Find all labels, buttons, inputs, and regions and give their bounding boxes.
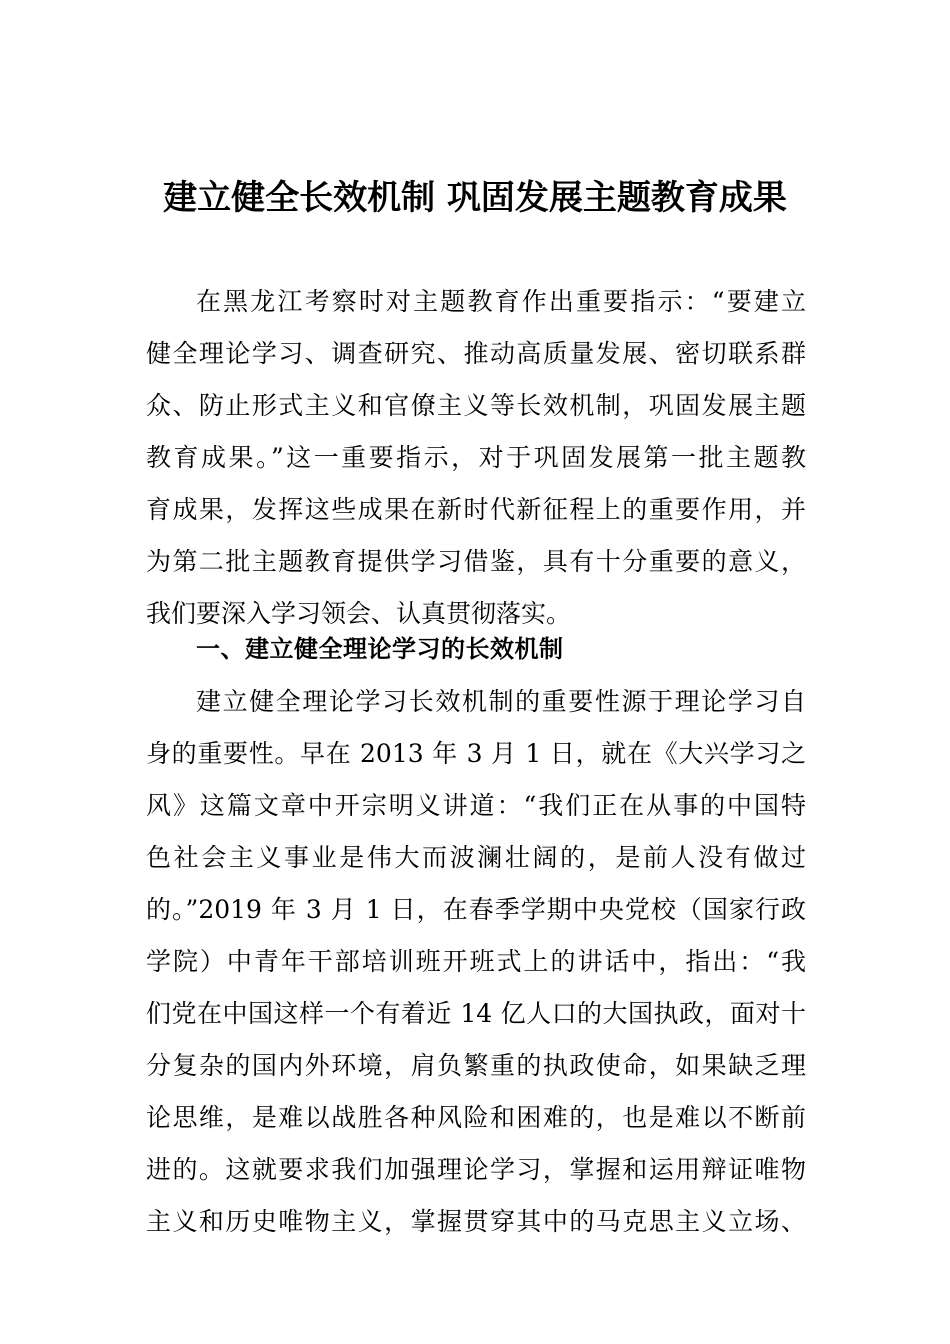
- paragraph-line: 教育成果。”这一重要指示，对于巩固发展第一批主题教: [146, 443, 806, 472]
- paragraph-line: 我们要深入学习领会、认真贯彻落实。: [146, 599, 572, 628]
- paragraph-line: 在黑龙江考察时对主题教育作出重要指示：“要建立: [196, 287, 806, 316]
- paragraph-line: 论思维，是难以战胜各种风险和困难的，也是难以不断前: [146, 1103, 806, 1132]
- document-title: 建立健全长效机制 巩固发展主题教育成果: [163, 178, 787, 218]
- paragraph-line: 健全理论学习、调查研究、推动高质量发展、密切联系群: [146, 339, 806, 368]
- paragraph-line: 学院）中青年干部培训班开班式上的讲话中，指出：“我: [146, 947, 806, 976]
- paragraph-line: 育成果，发挥这些成果在新时代新征程上的重要作用，并: [146, 495, 806, 524]
- paragraph-line: 众、防止形式主义和官僚主义等长效机制，巩固发展主题: [146, 391, 806, 420]
- paragraph-line: 建立健全理论学习长效机制的重要性源于理论学习自: [196, 687, 806, 716]
- section-heading: 一、建立健全理论学习的长效机制: [196, 635, 564, 663]
- paragraph-line: 色社会主义事业是伟大而波澜壮阔的，是前人没有做过: [146, 843, 806, 872]
- paragraph-line: 主义和历史唯物主义，掌握贯穿其中的马克思主义立场、: [146, 1207, 806, 1236]
- paragraph-line: 进的。这就要求我们加强理论学习，掌握和运用辩证唯物: [146, 1155, 806, 1184]
- paragraph-line: 们党在中国这样一个有着近 14 亿人口的大国执政，面对十: [146, 999, 806, 1028]
- paragraph-line: 为第二批主题教育提供学习借鉴，具有十分重要的意义，: [146, 547, 806, 576]
- paragraph-line: 分复杂的国内外环境，肩负繁重的执政使命，如果缺乏理: [146, 1051, 806, 1080]
- paragraph-line: 的。”2019 年 3 月 1 日，在春季学期中央党校（国家行政: [146, 895, 806, 924]
- paragraph-line: 风》这篇文章中开宗明义讲道：“我们正在从事的中国特: [146, 791, 806, 820]
- paragraph-line: 身的重要性。早在 2013 年 3 月 1 日，就在《大兴学习之: [146, 739, 806, 768]
